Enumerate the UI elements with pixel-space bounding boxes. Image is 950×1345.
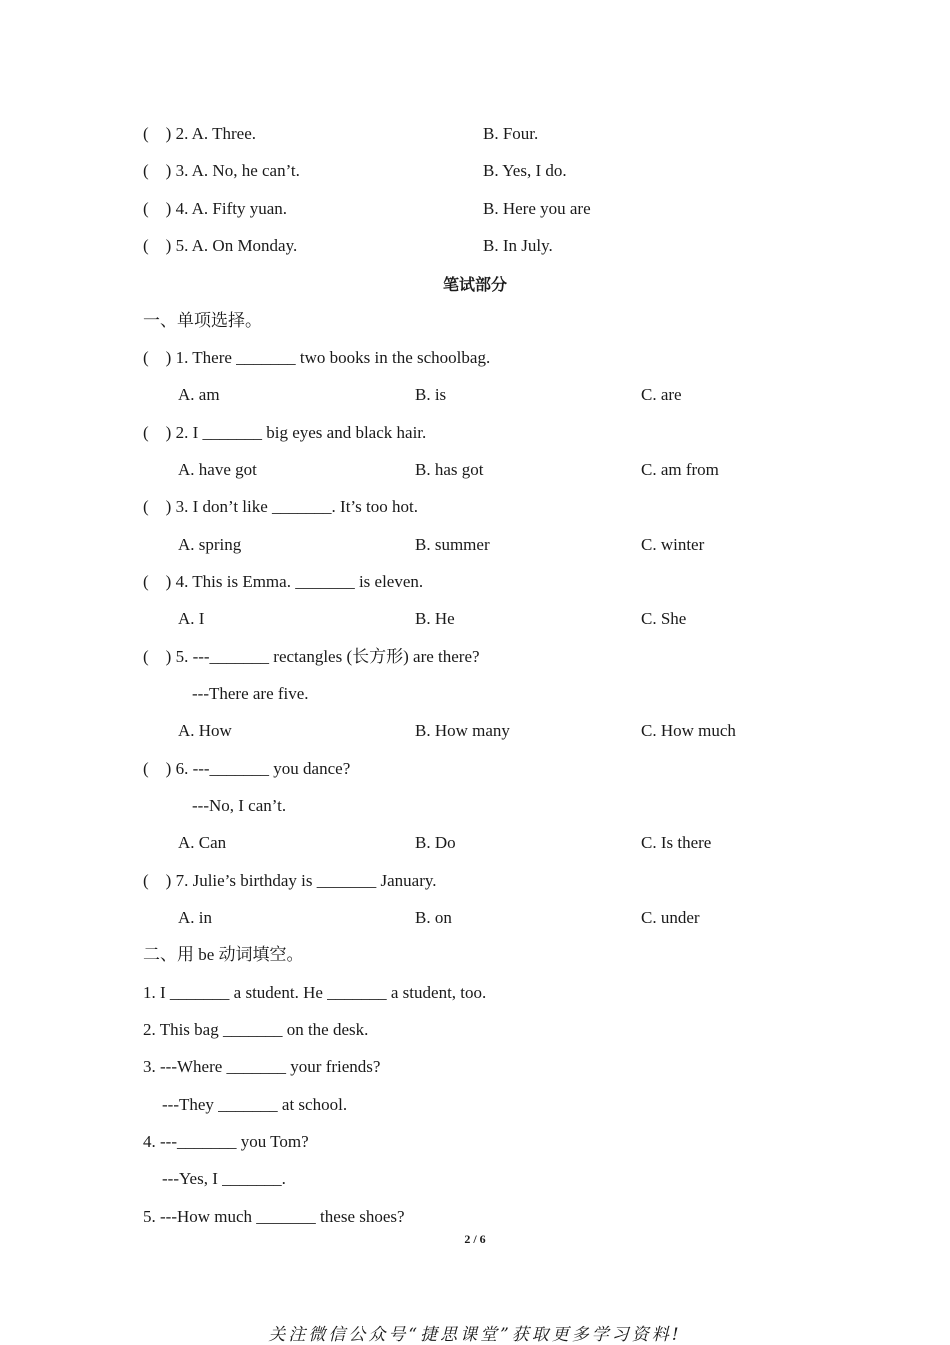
part2-heading: 二、用 be 动词填空。 (143, 945, 304, 964)
mc-option-b: B. is (415, 385, 447, 404)
mc-answer-line: ---There are five. (192, 684, 309, 703)
listening-option-b: B. Here you are (483, 199, 591, 218)
listening-question: ( ) 5. A. On Monday. (143, 236, 298, 255)
mc-option-a: A. Can (178, 833, 227, 852)
listening-question: ( ) 4. A. Fifty yuan. (143, 199, 288, 218)
mc-option-a: A. am (178, 385, 220, 404)
mc-question: ( ) 4. This is Emma. _______ is eleven. (143, 572, 424, 591)
mc-option-b: B. How many (415, 721, 510, 740)
listening-option-b: B. In July. (483, 236, 553, 255)
fill-question: 3. ---Where _______ your friends? (143, 1057, 381, 1076)
fill-question: 4. ---_______ you Tom? (143, 1132, 309, 1151)
fill-answer-line: ---Yes, I _______. (162, 1169, 286, 1188)
listening-option-b: B. Yes, I do. (483, 161, 567, 180)
mc-option-c: C. Is there (641, 833, 712, 852)
mc-question: ( ) 5. ---_______ rectangles (长方形) are there? (143, 647, 480, 666)
fill-question: 2. This bag _______ on the desk. (143, 1020, 369, 1039)
fill-question: 5. ---How much _______ these shoes? (143, 1207, 405, 1226)
section-title: 笔试部分 (442, 275, 507, 294)
mc-option-b: B. He (415, 609, 455, 628)
mc-option-c: C. She (641, 609, 687, 628)
page-number: 2 / 6 (464, 1232, 486, 1246)
footer-note: 关注微信公众号“捷思课堂”获取更多学习资料! (268, 1325, 682, 1345)
mc-question: ( ) 3. I don’t like _______. It’s too hot. (143, 497, 418, 516)
listening-question: ( ) 2. A. Three. (143, 124, 256, 143)
mc-option-a: A. How (178, 721, 232, 740)
mc-question: ( ) 6. ---_______ you dance? (143, 759, 351, 778)
fill-question: 1. I _______ a student. He _______ a student, too. (143, 983, 487, 1002)
mc-option-a: A. in (178, 908, 212, 927)
mc-question: ( ) 7. Julie’s birthday is _______ January. (143, 871, 437, 890)
mc-option-b: B. summer (415, 535, 490, 554)
mc-option-b: B. has got (415, 460, 484, 479)
mc-option-a: A. spring (178, 535, 242, 554)
mc-question: ( ) 1. There _______ two books in the schoolbag. (143, 348, 491, 367)
mc-question: ( ) 2. I _______ big eyes and black hair. (143, 423, 427, 442)
mc-option-b: B. Do (415, 833, 456, 852)
mc-option-c: C. are (641, 385, 682, 404)
listening-option-b: B. Four. (483, 124, 539, 143)
part1-heading: 一、单项选择。 (143, 311, 262, 330)
mc-option-c: C. winter (641, 535, 705, 554)
mc-option-a: A. have got (178, 460, 257, 479)
mc-option-a: A. I (178, 609, 205, 628)
mc-option-c: C. under (641, 908, 700, 927)
mc-answer-line: ---No, I can’t. (192, 796, 287, 815)
mc-option-b: B. on (415, 908, 452, 927)
fill-answer-line: ---They _______ at school. (162, 1095, 348, 1114)
mc-option-c: C. am from (641, 460, 719, 479)
listening-question: ( ) 3. A. No, he can’t. (143, 161, 300, 180)
mc-option-c: C. How much (641, 721, 736, 740)
